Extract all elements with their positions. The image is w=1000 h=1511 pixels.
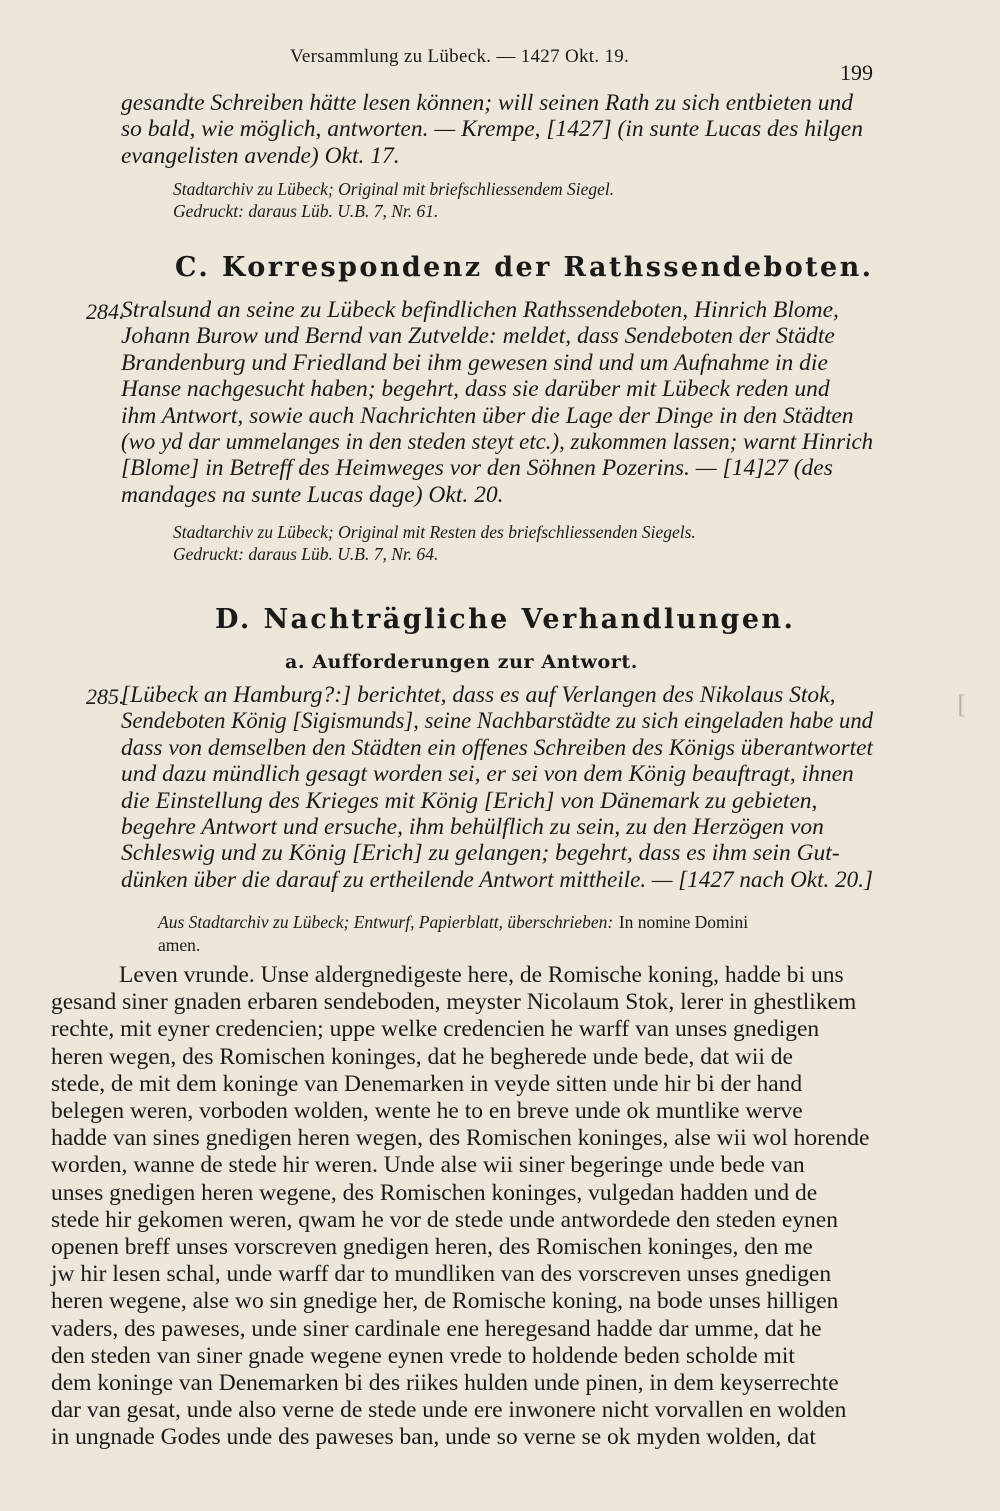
- source-line: amen.: [158, 934, 201, 955]
- letter-line: heren wegene, alse wo sin gnedige her, de Romische koning, na bode unses hilligen: [51, 1288, 839, 1315]
- section-heading-d: D. Nachträgliche Verhandlungen.: [215, 604, 796, 635]
- section-heading-c: C. Korrespondenz der Rathssendeboten.: [175, 252, 874, 283]
- text-line: Schleswig und zu König [Erich] zu gelangen; begehrt, dass es ihm sein Gut-: [121, 840, 840, 867]
- letter-line: in ungnade Godes unde des paweses ban, unde so verne se ok myden wolden, dat: [51, 1424, 816, 1451]
- entry-285-regest: [121, 682, 900, 893]
- source-italic: Aus Stadtarchiv zu Lübeck; Entwurf, Papierblatt, überschrieben:: [158, 912, 614, 932]
- text-line: Brandenburg und Friedland bei ihm gewesen sind und um Aufnahme in die: [121, 349, 828, 376]
- letter-line: heren wegen, des Romischen koninges, dat he begherede unde bede, dat wii de: [51, 1043, 793, 1070]
- source-line: Gedruckt: daraus Lüb. U.B. 7, Nr. 61.: [173, 200, 439, 221]
- letter-line: rechte, mit eyner credencien; uppe welke credencien he warff van unses gnedigen: [51, 1016, 820, 1043]
- text-line: Johann Burow und Bernd van Zutvelde: meldet, dass Sendeboten der Städte: [121, 323, 835, 350]
- text-line: gesandte Schreiben hätte lesen können; will seinen Rath zu sich entbieten und: [121, 90, 854, 116]
- text-line: dass von demselben den Städten ein offenes Schreiben des Königs überantwortet: [121, 734, 873, 761]
- source-line: Stadtarchiv zu Lübeck; Original mit briefschliessendem Siegel.: [173, 179, 615, 199]
- text-line: die Einstellung des Krieges mit König [Erich] von Dänemark zu gebieten,: [121, 787, 818, 814]
- text-line: [Lübeck an Hamburg?:] berichtet, dass es auf Verlangen des Nikolaus Stok,: [121, 682, 836, 708]
- text-line: Hanse nachgesucht haben; begehrt, dass sie darüber mit Lübeck reden und: [121, 376, 830, 403]
- letter-line: gesand siner gnaden erbaren sendeboden, meyster Nicolaum Stok, lerer in ghestlikem: [51, 989, 857, 1016]
- intro-source-note: [173, 179, 614, 222]
- letter-text: [51, 962, 869, 1452]
- letter-line: dem koninge van Denemarken bi des riikes hulden unde pinen, in dem keyserrechte: [51, 1370, 839, 1397]
- letter-line: vaders, des paweses, unde siner cardinale ene heregesand hadde dar umme, dat he: [51, 1315, 822, 1342]
- text-line: [Blome] in Betreff des Heimweges vor den Söhnen Pozerins. — [14]27 (des: [121, 455, 833, 482]
- letter-line: openen breff unses vorscreven gnedigen heren, des Romischen koninges, den me: [51, 1234, 813, 1261]
- page-number: 199: [840, 60, 873, 85]
- text-line: Sendeboten König [Sigismunds], seine Nachbarstädte zu sich eingeladen habe und: [121, 708, 873, 735]
- text-line: ihm Antwort, sowie auch Nachrichten über die Lage der Dinge in den Städten: [121, 402, 854, 429]
- entry-284-source-note: [173, 522, 696, 565]
- source-roman: In nomine Domini: [618, 912, 749, 932]
- source-line: Stadtarchiv zu Lübeck; Original mit Resten des briefschliessenden Siegels.: [173, 522, 696, 542]
- margin-bracket-mark: [: [957, 690, 966, 719]
- letter-line: dar van gesat, unde also verne de stede unde ere inwonere nicht vorvallen en wolden: [51, 1397, 847, 1424]
- text-line: Stralsund an seine zu Lübeck befindlichen Rathssendeboten, Hinrich Blome,: [121, 297, 839, 323]
- text-line: dünken über die darauf zu ertheilende Antwort mittheile. — [1427 nach Okt. 20.]: [121, 866, 873, 893]
- subsection-heading-a: a. Aufforderungen zur Antwort.: [285, 651, 638, 673]
- running-title: Versammlung zu Lübeck. — 1427 Okt. 19.: [290, 46, 630, 67]
- text-line: (wo yd dar ummelanges in den steden steyt etc.), zukommen lassen; warnt Hinrich: [121, 429, 873, 456]
- text-line: begehre Antwort und ersuche, ihm behülflich zu sein, zu den Herzögen von: [121, 814, 824, 841]
- letter-line: jw hir lesen schal, unde warff dar to mundliken van des vorscreven unses gnedigen: [51, 1261, 832, 1288]
- text-line: mandages na sunte Lucas dage) Okt. 20.: [121, 481, 504, 508]
- letter-line: Leven vrunde. Unse aldergnedigeste here, de Romische koning, hadde bi uns: [119, 962, 844, 988]
- text-line: evangelisten avende) Okt. 17.: [121, 142, 400, 169]
- letter-line: belegen weren, vorboden wolden, wente he to en breve unde ok muntlike werve: [51, 1098, 803, 1125]
- letter-line: den steden van siner gnade wegene eynen vrede to holdende beden scholde mit: [51, 1342, 795, 1369]
- letter-line: unses gnedigen heren wegene, des Romischen koninges, vulgedan hadden und de: [51, 1179, 818, 1206]
- entry-number-285: 285.: [86, 684, 125, 709]
- letter-line: stede hir gekomen weren, qwam he vor de stede unde antwordede den steden eynen: [51, 1206, 838, 1233]
- entry-284-regest: [121, 297, 895, 508]
- entry-number-284: 284.: [86, 299, 125, 324]
- letter-line: stede, de mit dem koninge van Denemarken in veyde sitten unde hir bi der hand: [51, 1070, 803, 1097]
- entry-285-source-note: [158, 912, 748, 956]
- intro-regest: [121, 90, 863, 169]
- text-line: und dazu mündlich gesagt worden sei, er sei von dem König beauftragt, ihnen: [121, 761, 854, 788]
- letter-line: worden, wanne de stede hir weren. Unde alse wii siner begeringe unde bede van: [51, 1152, 805, 1179]
- source-line: [158, 912, 748, 935]
- letter-line: hadde van sines gnedigen heren wegen, des Romischen koninges, alse wii wol horende: [51, 1125, 870, 1152]
- text-line: so bald, wie möglich, antworten. — Krempe, [1427] (in sunte Lucas des hilgen: [121, 116, 863, 143]
- source-line: Gedruckt: daraus Lüb. U.B. 7, Nr. 64.: [173, 543, 439, 564]
